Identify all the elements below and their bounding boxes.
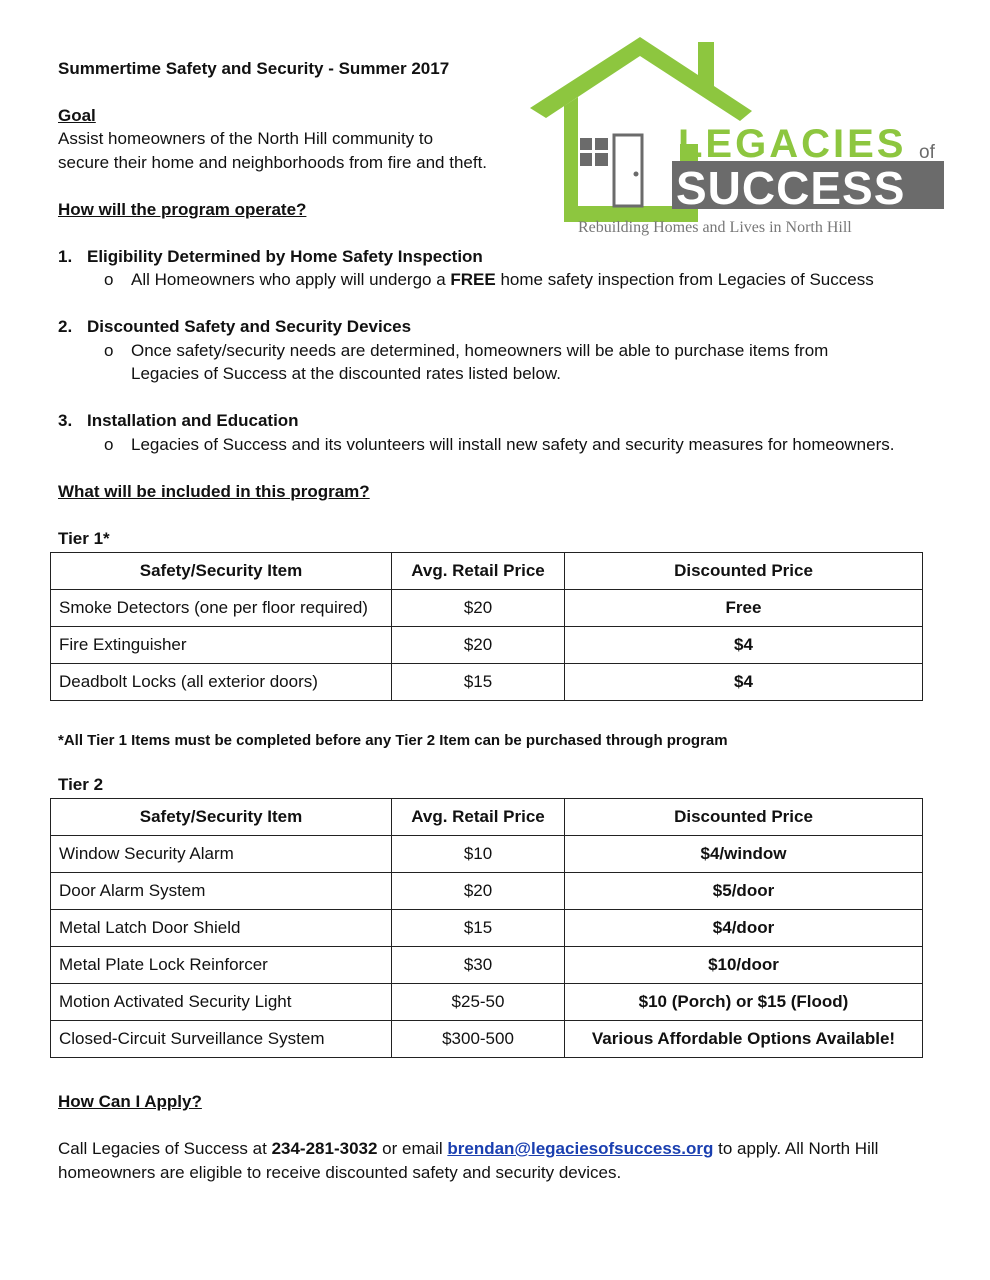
column-header: Discounted Price: [565, 553, 923, 590]
included-heading: What will be included in this program?: [58, 482, 370, 501]
page-title: Summertime Safety and Security - Summer 2017: [58, 59, 450, 78]
step-1-text-after: home safety inspection from Legacies of Success: [495, 270, 874, 289]
retail-price-cell: $15: [392, 664, 565, 701]
discount-price-cell: $4/window: [565, 836, 923, 873]
phone-number: 234-281-3032: [271, 1139, 378, 1158]
table-row: [51, 873, 923, 910]
retail-price-cell: $30: [392, 947, 565, 984]
house-logo-icon: [530, 34, 948, 240]
goal-text-line2: secure their home and neighborhoods from fire and theft.: [58, 153, 488, 172]
retail-price-cell: $25-50: [392, 984, 565, 1021]
step-2-bullet: o: [104, 341, 114, 360]
item-cell: Metal Plate Lock Reinforcer: [51, 947, 392, 984]
goal-heading: Goal: [58, 106, 96, 125]
discount-price-cell: $10 (Porch) or $15 (Flood): [565, 984, 923, 1021]
step-2-text-line1: Once safety/security needs are determined, homeowners will be able to purchase items from: [131, 341, 829, 360]
step-2-title: Discounted Safety and Security Devices: [87, 317, 412, 336]
table-header-row: [51, 799, 923, 836]
table-row: [51, 836, 923, 873]
discount-price-cell: $4/door: [565, 910, 923, 947]
table-row: [51, 984, 923, 1021]
table-row: [51, 590, 923, 627]
retail-price-cell: $20: [392, 873, 565, 910]
column-header: Discounted Price: [565, 799, 923, 836]
step-1-text-before: All Homeowners who apply will undergo a: [131, 270, 451, 289]
discount-price-cell: $4: [565, 627, 923, 664]
retail-price-cell: $20: [392, 627, 565, 664]
discount-price-cell: Various Affordable Options Available!: [565, 1021, 923, 1058]
logo-word-success: SUCCESS: [676, 162, 906, 214]
discount-price-cell: $10/door: [565, 947, 923, 984]
item-cell: Motion Activated Security Light: [51, 984, 392, 1021]
item-cell: Closed-Circuit Surveillance System: [51, 1021, 392, 1058]
column-header: Safety/Security Item: [51, 799, 392, 836]
step-1-title: Eligibility Determined by Home Safety Inspection: [87, 247, 483, 266]
step-1-bullet: o: [104, 270, 114, 289]
column-header: Avg. Retail Price: [392, 553, 565, 590]
goal-text-line1: Assist homeowners of the North Hill community to: [58, 129, 434, 148]
apply-text-line2: homeowners are eligible to receive discounted safety and security devices.: [58, 1163, 622, 1182]
retail-price-cell: $300-500: [392, 1021, 565, 1058]
item-cell: Fire Extinguisher: [51, 627, 392, 664]
table-row: [51, 627, 923, 664]
item-cell: Metal Latch Door Shield: [51, 910, 392, 947]
step-3-text: Legacies of Success and its volunteers will install new safety and security measures for homeowners.: [131, 435, 895, 454]
discount-price-cell: $5/door: [565, 873, 923, 910]
operate-heading: How will the program operate?: [58, 200, 307, 219]
item-cell: Window Security Alarm: [51, 836, 392, 873]
step-2-text-line2: Legacies of Success at the discounted rates listed below.: [131, 364, 561, 383]
logo-word-legacies: LEGACIES: [678, 122, 907, 166]
item-cell: Door Alarm System: [51, 873, 392, 910]
step-3-bullet: o: [104, 435, 114, 454]
table-row: [51, 664, 923, 701]
retail-price-cell: $15: [392, 910, 565, 947]
email-link[interactable]: brendan@legaciesofsuccess.org: [447, 1139, 714, 1158]
tier2-label: Tier 2: [58, 775, 104, 794]
tier1-note: *All Tier 1 Items must be completed before any Tier 2 Item can be purchased through program: [58, 732, 728, 749]
retail-price-cell: $20: [392, 590, 565, 627]
step-2-number: 2.: [58, 317, 73, 336]
apply-text-call: Call Legacies of Success at: [58, 1139, 272, 1158]
item-cell: Smoke Detectors (one per floor required): [51, 590, 392, 627]
logo-word-of: of: [919, 142, 935, 163]
item-cell: Deadbolt Locks (all exterior doors): [51, 664, 392, 701]
step-1-text: [131, 268, 874, 291]
column-header: Avg. Retail Price: [392, 799, 565, 836]
apply-text-line1: [58, 1137, 878, 1160]
discount-price-cell: $4: [565, 664, 923, 701]
discount-price-cell: Free: [565, 590, 923, 627]
table-row: [51, 947, 923, 984]
tier1-table: [50, 552, 923, 701]
step-1-text-free: FREE: [450, 270, 496, 289]
step-3-number: 3.: [58, 411, 73, 430]
step-1-number: 1.: [58, 247, 73, 266]
apply-text-email-prefix: or email: [377, 1139, 448, 1158]
tier1-label: Tier 1*: [58, 529, 110, 548]
apply-heading: How Can I Apply?: [58, 1092, 202, 1111]
legacies-logo: [530, 34, 948, 240]
step-3-title: Installation and Education: [87, 411, 299, 430]
retail-price-cell: $10: [392, 836, 565, 873]
apply-text-suffix: to apply. All North Hill: [713, 1139, 879, 1158]
tier2-table: [50, 798, 923, 1058]
logo-tagline: Rebuilding Homes and Lives in North Hill: [578, 219, 852, 236]
table-row: [51, 910, 923, 947]
table-row: [51, 1021, 923, 1058]
table-header-row: [51, 553, 923, 590]
column-header: Safety/Security Item: [51, 553, 392, 590]
